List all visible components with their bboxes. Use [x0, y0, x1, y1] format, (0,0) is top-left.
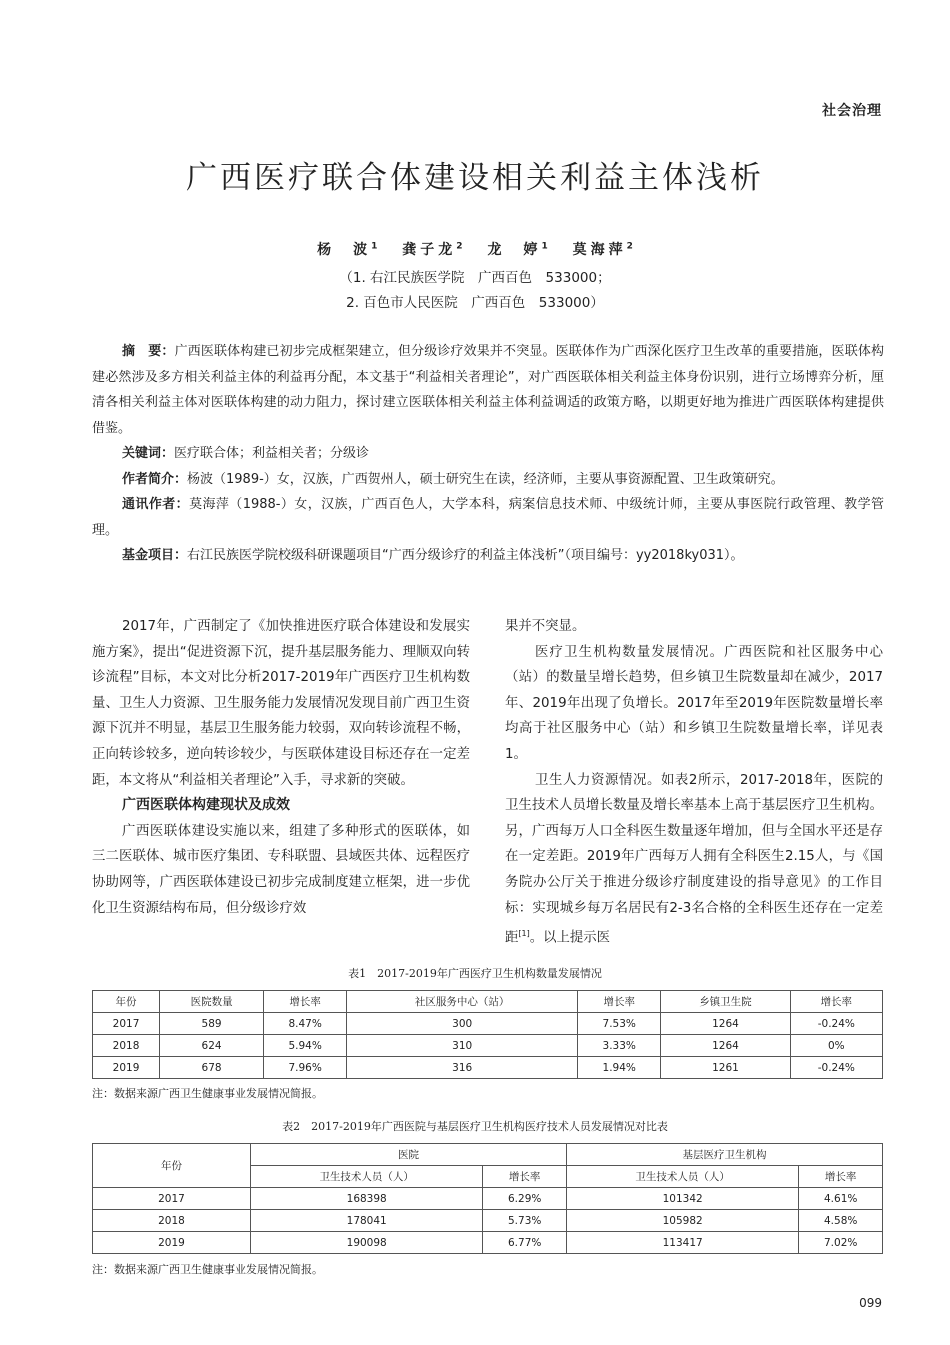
- author-bio: 作者简介：杨波（1989-）女，汉族，广西贺州人，硕士研究生在读，经济师，主要从事资源配置、卫生政策研究。: [122, 471, 784, 487]
- table-cell: -0.24%: [790, 1013, 882, 1035]
- table2-note: 注：数据来源广西卫生健康事业发展情况简报。: [92, 1263, 323, 1276]
- table-cell: 1.94%: [578, 1057, 661, 1079]
- table-cell: 7.53%: [578, 1013, 661, 1035]
- table-cell: 2017: [93, 1188, 251, 1210]
- table-cell: 0%: [790, 1035, 882, 1057]
- table-cell: 101342: [566, 1188, 798, 1210]
- column-group-header: 基层医疗卫生机构: [566, 1144, 882, 1166]
- affiliation-1: （1. 右江民族医学院 广西百色 533000；: [339, 270, 611, 286]
- table-cell: 2018: [93, 1035, 160, 1057]
- table2-caption: 表2 2017-2019年广西医院与基层医疗卫生机构医疗技术人员发展情况对比表: [282, 1120, 668, 1133]
- column-header: 年份: [93, 1144, 251, 1188]
- affiliation-2: 2. 百色市人民医院 广西百色 533000）: [346, 295, 604, 311]
- column-header: 增长率: [264, 991, 347, 1013]
- table-cell: -0.24%: [790, 1057, 882, 1079]
- column-header: 乡镇卫生院: [661, 991, 790, 1013]
- author: 杨 波$^1$: [317, 241, 378, 258]
- table-cell: 4.61%: [799, 1188, 883, 1210]
- column-header: 卫生技术人员（人）: [566, 1166, 798, 1188]
- table-row: [93, 1210, 883, 1232]
- body-left-column: [92, 614, 470, 921]
- table-cell: 1264: [661, 1013, 790, 1035]
- table-cell: 2017: [93, 1013, 160, 1035]
- table-cell: 7.02%: [799, 1232, 883, 1254]
- table1-note: 注：数据来源广西卫生健康事业发展情况简报。: [92, 1087, 323, 1100]
- table-cell: 6.77%: [483, 1232, 567, 1254]
- table1: [92, 990, 883, 1079]
- table-cell: 1264: [661, 1035, 790, 1057]
- author-list: [0, 239, 950, 259]
- table-cell: 4.58%: [799, 1210, 883, 1232]
- table-row: [93, 1188, 883, 1210]
- corresponding-author: 通讯作者：莫海萍（1988-）女，汉族，广西百色人，大学本科，病案信息技术师、中级统计师，主要从事医院行政管理、教学管理。: [92, 497, 884, 538]
- column-header: 卫生技术人员（人）: [251, 1166, 483, 1188]
- paragraph: 医疗卫生机构数量发展情况。广西医院和社区服务中心（站）的数量呈增长趋势，但乡镇卫生院数量却在减少，2017年、2019年出现了负增长。2017年至2019年医院数量增长率均高于社区服务中心（站）和乡镇卫生院数量增长率，详见表1。: [505, 644, 883, 762]
- paragraph: 卫生人力资源情况。如表2所示，2017-2018年，医院的卫生技术人员增长数量及增长率基本上高于基层医疗卫生机构。另，广西每万人口全科医生数量逐年增加，但与全国水平还是存在一定差距。2019年广西每万人拥有全科医生2.15人，与《国务院办公厅关于推进分级诊疗制度建设的指导意见》的工作目标：实现城乡每万名居民有2-3名合格的全科医生还存在一定差距[1]。以上提示医: [505, 772, 883, 946]
- column-header: 增长率: [578, 991, 661, 1013]
- column-header: 医院数量: [160, 991, 264, 1013]
- paragraph: 果并不突显。: [505, 619, 586, 634]
- table-cell: 300: [347, 1013, 578, 1035]
- table-row: [93, 1057, 883, 1079]
- table-header-row: [93, 991, 883, 1013]
- table-cell: 190098: [251, 1232, 483, 1254]
- table-row: [93, 1232, 883, 1254]
- column-group-header: 医院: [251, 1144, 567, 1166]
- fund-info: 基金项目：右江民族医学院校级科研课题项目“广西分级诊疗的利益主体浅析”（项目编号：yy2018ky031）。: [122, 548, 744, 563]
- table-cell: 3.33%: [578, 1035, 661, 1057]
- article-title: 广西医疗联合体建设相关利益主体浅析: [186, 160, 764, 196]
- column-header: 年份: [93, 991, 160, 1013]
- table1-caption: 表1 2017-2019年广西医疗卫生机构数量发展情况: [348, 967, 602, 980]
- table-cell: 316: [347, 1057, 578, 1079]
- table-cell: 2019: [93, 1057, 160, 1079]
- paragraph: 2017年，广西制定了《加快推进医疗联合体建设和发展实施方案》，提出“促进资源下沉，提升基层服务能力、理顺双向转诊流程”目标，本文对比分析2017-2019年广西医疗卫生机构数量、卫生人力资源、卫生服务能力发展情况发现目前广西卫生资源下沉并不明显，基层卫生服务能力较弱，双向转诊流程不畅，正向转诊较多，逆向转诊较少，与医联体建设目标还存在一定差距，本文将从“利益相关者理论”入手，寻求新的突破。: [92, 619, 470, 788]
- table-cell: 678: [160, 1057, 264, 1079]
- table-row: [93, 1035, 883, 1057]
- paragraph: 广西医联体建设实施以来，组建了多种形式的医联体，如三二医联体、城市医疗集团、专科联盟、县域医共体、远程医疗协助网等，广西医联体建设已初步完成制度建立框架，进一步优化卫生资源结构布局，但分级诊疗效: [92, 823, 470, 916]
- table-cell: 7.96%: [264, 1057, 347, 1079]
- column-header: 增长率: [799, 1166, 883, 1188]
- section-heading: 广西医联体构建现状及成效: [122, 797, 290, 814]
- table-cell: 310: [347, 1035, 578, 1057]
- keywords: 关键词：医疗联合体；利益相关者；分级诊: [122, 446, 370, 461]
- table-cell: 5.94%: [264, 1035, 347, 1057]
- column-header: 增长率: [483, 1166, 567, 1188]
- table-cell: 2018: [93, 1210, 251, 1232]
- table-cell: 105982: [566, 1210, 798, 1232]
- table-cell: 589: [160, 1013, 264, 1035]
- table-cell: 178041: [251, 1210, 483, 1232]
- table-cell: 1261: [661, 1057, 790, 1079]
- front-matter: [92, 339, 884, 569]
- author: 莫海萍$^2$: [572, 241, 633, 258]
- body-right-column: [505, 614, 883, 951]
- column-header: 增长率: [790, 991, 882, 1013]
- table-header-row: [93, 1144, 883, 1166]
- table2: [92, 1143, 883, 1254]
- page-number: 099: [859, 1296, 882, 1310]
- citation-ref: [1]: [518, 929, 530, 939]
- table-cell: 8.47%: [264, 1013, 347, 1035]
- author: 龚子龙$^2$: [402, 241, 463, 258]
- table-cell: 6.29%: [483, 1188, 567, 1210]
- table-cell: 5.73%: [483, 1210, 567, 1232]
- author: 龙 婷$^1$: [487, 241, 548, 258]
- table-cell: 168398: [251, 1188, 483, 1210]
- section-label: 社会治理: [822, 103, 882, 119]
- table-cell: 2019: [93, 1232, 251, 1254]
- column-header: 社区服务中心（站）: [347, 991, 578, 1013]
- table-cell: 113417: [566, 1232, 798, 1254]
- table-row: [93, 1013, 883, 1035]
- abstract: 摘 要：广西医联体构建已初步完成框架建立，但分级诊疗效果并不突显。医联体作为广西深化医疗卫生改革的重要措施，医联体构建必然涉及多方相关利益主体的利益再分配，本文基于“利益相关者理论”，对广西医联体相关利益主体身份识别，进行立场博弈分析，厘清各相关利益主体对医联体构建的动力阻力，探讨建立医联体相关利益主体利益调适的政策方略，以期更好地为推进广西医联体构建提供借鉴。: [92, 344, 884, 436]
- table-cell: 624: [160, 1035, 264, 1057]
